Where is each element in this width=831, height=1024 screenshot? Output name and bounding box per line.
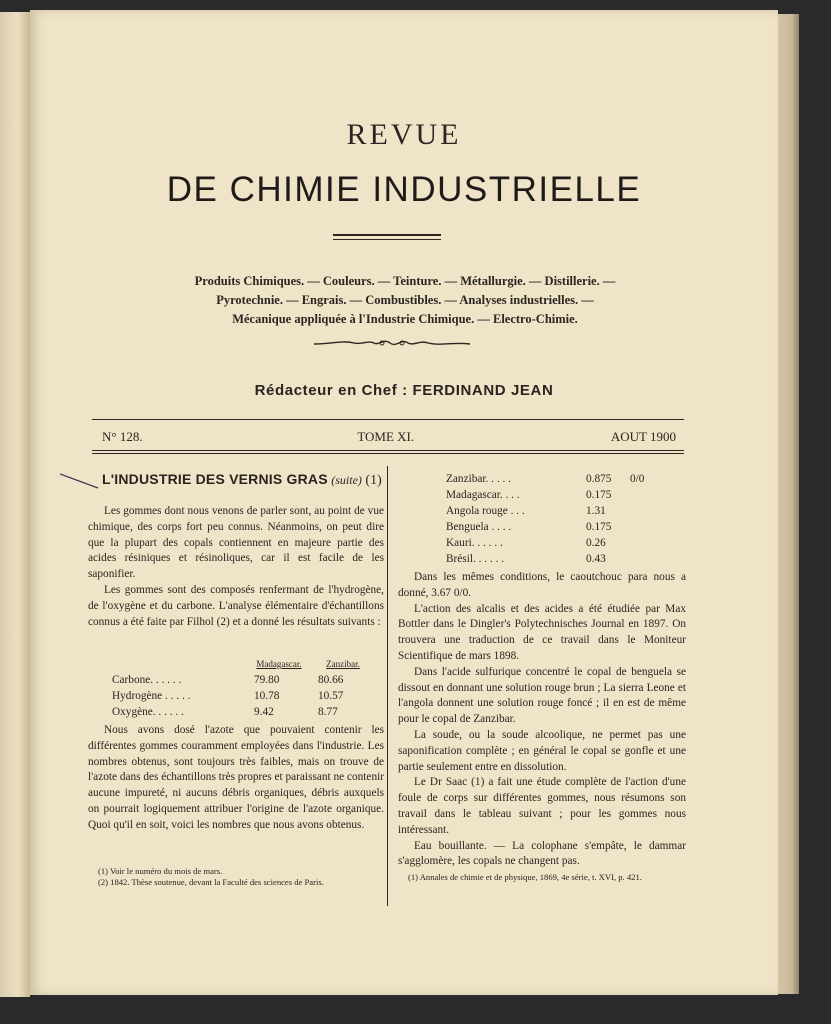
left-footnotes [88, 866, 386, 888]
header-zanzibar: Zanzibar. [326, 659, 360, 669]
nitrogen-table [446, 471, 676, 567]
paragraph: Dans les mêmes conditions, le caoutchouc para nous a donné, 3.67 0/0. [398, 571, 686, 599]
row-value: 1.31 [586, 505, 606, 517]
article-suite: (suite) [331, 473, 362, 487]
row-unit [630, 519, 670, 535]
table-row [446, 551, 676, 567]
row-unit: 0/0 [630, 473, 645, 485]
topics-line: Pyrotechnie. — Engrais. — Combustibles. — Analyses industrielles. — [216, 293, 594, 307]
row-label: Benguela . . . . [446, 521, 512, 533]
table-row [446, 471, 676, 487]
paragraph: Eau bouillante. — La colophane s'empâte, le dammar s'agglomère, les copals ne changent pas. [398, 839, 686, 868]
row-label: Kauri. . . . . . [446, 537, 503, 549]
pen-mark [60, 472, 100, 492]
row-unit [630, 487, 670, 503]
right-footnote [398, 872, 688, 883]
right-column-text [398, 570, 686, 870]
paragraph: La soude, ou la soude alcoolique, ne permet pas une saponification complète ; en général le copal se gonfle et une partie seulement entre en dissolution. [398, 728, 686, 773]
paragraph: Les gommes dont nous venons de parler sont, au point de vue chimique, des corps fort peu connus. Néanmoins, on peut dire que la plupart des copals contiennent en majeure partie des acides résiniques et résinoliques, car il est facile de les saponifier. [88, 505, 384, 581]
footnote: (1) Annales de chimie et de physique, 1869, 4e série, t. XVI, p. 421. [408, 872, 642, 882]
left-column-text-2 [88, 723, 384, 834]
row-label: Oxygène. . . . . . [112, 706, 184, 718]
row-label: Angola rouge . . . [446, 505, 525, 517]
paragraph: Dans l'acide sulfurique concentré le copal de benguela se dissout en donnant une solution rouge brun ; La sierra Leone et l'angola donnent une solution rouge foncé ; il en est de même pour le copal de Zanzibar. [398, 665, 686, 726]
header-rule-top [92, 419, 684, 420]
editor-in-chief: Rédacteur en Chef : FERDINAND JEAN [254, 382, 554, 399]
table-row [112, 704, 372, 720]
paragraph: Nous avons dosé l'azote que pouvaient contenir les différentes gommes couramment employées dans l'industrie. Les nombres obtenus, sont toujours très faibles, mais on trouve de l'azote dans des échantillons très propres et paraissant ne contenir aucune impureté, ni aucuns débris organiques, débris auxquels on pourrait logiquement attribuer l'origine de l'azote organique. Quoi qu'il en soit, voici les nombres que nous avons obtenus. [88, 724, 384, 831]
analysis-table [112, 656, 372, 720]
right-page-edge [775, 14, 799, 994]
row-value: 0.175 [586, 489, 612, 501]
header-madagascar: Madagascar. [256, 659, 302, 669]
title-double-rule [333, 234, 441, 240]
row-label: Carbone. . . . . . [112, 674, 182, 686]
journal-topics [70, 272, 740, 329]
issue-tome: TOME XI. [357, 429, 415, 444]
paragraph: L'action des alcalis et des acides a été étudiée par Max Bottler dans le Dingler's Polytechnisches Journal en 1897. On trouvera une traduction de ce travail dans le Moniteur Scientifique de mars 1898. [398, 602, 686, 662]
row-label: Madagascar. . . . [446, 489, 520, 501]
row-madagascar: 9.42 [254, 706, 274, 718]
ornament-flourish [312, 334, 472, 352]
left-page-edge [0, 12, 30, 997]
row-value: 0.175 [586, 521, 612, 533]
issue-number: N° 128. [102, 429, 143, 444]
issue-info-line [92, 429, 684, 445]
column-divider [387, 466, 388, 906]
row-label: Brésil. . . . . . [446, 553, 505, 565]
table-row [446, 503, 676, 519]
row-value: 0.43 [586, 553, 606, 565]
paragraph: Le Dr Saac (1) a fait une étude complète de l'action d'une foule de corps sur différentes gommes, nous résumons son travail dans le tableau suivant ; pour les gommes nous intéressant. [398, 776, 686, 836]
issue-date: AOUT 1900 [610, 429, 676, 444]
journal-title-line1: REVUE [346, 118, 462, 151]
journal-title-line2: DE CHIMIE INDUSTRIELLE [166, 170, 642, 209]
table-row [112, 672, 372, 688]
table-row [112, 688, 372, 704]
row-value: 0.875 [586, 473, 612, 485]
row-zanzibar: 8.77 [318, 706, 338, 718]
row-unit [630, 535, 670, 551]
header-rule-bottom-2 [92, 453, 684, 454]
row-madagascar: 10.78 [254, 690, 280, 702]
row-label: Zanzibar. . . . . [446, 473, 511, 485]
article-title-text: L'INDUSTRIE DES VERNIS GRAS [102, 471, 328, 487]
article-note-ref: (1) [365, 473, 382, 488]
row-unit [630, 503, 670, 519]
topics-line: Produits Chimiques. — Couleurs. — Teinture. — Métallurgie. — Distillerie. — [194, 274, 616, 288]
table-row [446, 519, 676, 535]
row-madagascar: 79.80 [254, 674, 280, 686]
row-unit [630, 551, 670, 567]
footnote: (1) Voir le numéro du mois de mars. [98, 866, 223, 876]
left-column-text [88, 504, 384, 630]
table-row [446, 535, 676, 551]
paragraph: Les gommes sont des composés renfermant de l'hydrogène, de l'oxygène et du carbone. L'analyse élémentaire d'échantillons connus a été faite par Filhol (2) et a donné les résultats suivants : [88, 583, 384, 628]
row-zanzibar: 80.66 [318, 674, 344, 686]
article-title [102, 471, 392, 489]
table-row [446, 487, 676, 503]
footnote: (2) 1842. Thèse soutenue, devant la Faculté des sciences de Paris. [98, 877, 324, 887]
journal-page [30, 10, 778, 995]
row-zanzibar: 10.57 [318, 690, 344, 702]
analysis-table-header [112, 656, 372, 672]
header-rule-bottom [92, 450, 684, 451]
row-label: Hydrogène . . . . . [112, 690, 191, 702]
topics-line: Mécanique appliquée à l'Industrie Chimique. — Electro-Chimie. [232, 312, 578, 326]
row-value: 0.26 [586, 537, 606, 549]
